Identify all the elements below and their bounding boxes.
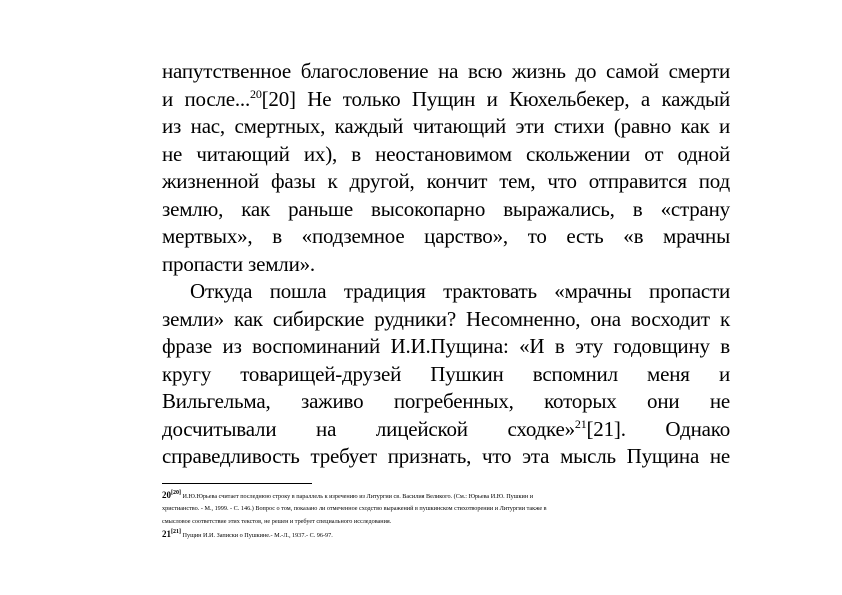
footnote-number: 21[21] [162,529,181,539]
footnote-text-line: смысловое соответствие этих текстов, не решен и требует специального исследования. [162,518,392,525]
text-line: напутственное благословение на всю жизнь до самой смерти [162,59,730,83]
footnote-separator [162,483,312,484]
footnote-marker[interactable]: [20] [171,490,181,496]
text-line [162,416,730,444]
text-line: Вильгельма, заживо погребенных, которых они не [162,389,730,413]
footnote-21 [162,528,737,541]
text-segment: и после... [162,86,251,111]
footnotes [162,489,737,541]
text-line: Откуда пошла традиция трактовать «мрачны пропасти [190,279,730,303]
text-line: кругу товарищей-друзей Пушкин вспомнил меня и [162,361,730,386]
text-line: не читающий их), в неостановимом скольжении от одной [162,141,730,166]
footnote-text: Пущин И.И. Записки о Пушкине.- М.-Л., 1937.- С. 96-97. [182,532,333,539]
text-line [162,86,730,114]
footnote-text-line: христианство. - М., 1999. - С. 146.) Вопрос о том, показано ли отмеченное сходство выражений в пушкинском стихотворении и Литургии также в [162,505,547,512]
footnote-ref-21[interactable]: 21 [574,416,587,431]
text-line: справедливость требует признать, что эта мысль Пущина не [162,444,730,468]
text-segment: досчитывали на лицейской сходке» [162,416,575,441]
text-line: фразе из воспоминаний И.И.Пущина: «И в эту годовщину в [162,334,730,358]
text-line: мертвых», в «подземное царство», то есть «в мрачны [162,224,730,248]
footnote-ref-20[interactable]: 20 [250,86,262,101]
footnote-text: И.Ю.Юрьева считает последнюю строку в параллель к изречению из Литургии св. Василия Великого. (См.: Юрьева И.Ю. Пушкин и [182,493,534,500]
text-line: жизненной фазы к другой, кончит тем, что отправится под [162,169,730,193]
text-line: из нас, смертных, каждый читающий эти стихи (равно как и [162,114,730,138]
main-text [162,58,730,471]
footnote-marker[interactable]: [21] [171,529,181,535]
footnote-number: 20[20] [162,490,181,500]
text-segment: [20] Не только Пущин и Кюхельбекер, а каждый [261,86,730,111]
text-line: пропасти земли». [162,251,315,276]
text-line: землю, как раньше высокопарно выражались, в «страну [162,196,730,221]
footnote-20 [162,489,737,502]
text-segment: [21]. Однако [586,416,731,441]
text-line: земли» как сибирские рудники? Несомненно, она восходит к [162,306,730,331]
